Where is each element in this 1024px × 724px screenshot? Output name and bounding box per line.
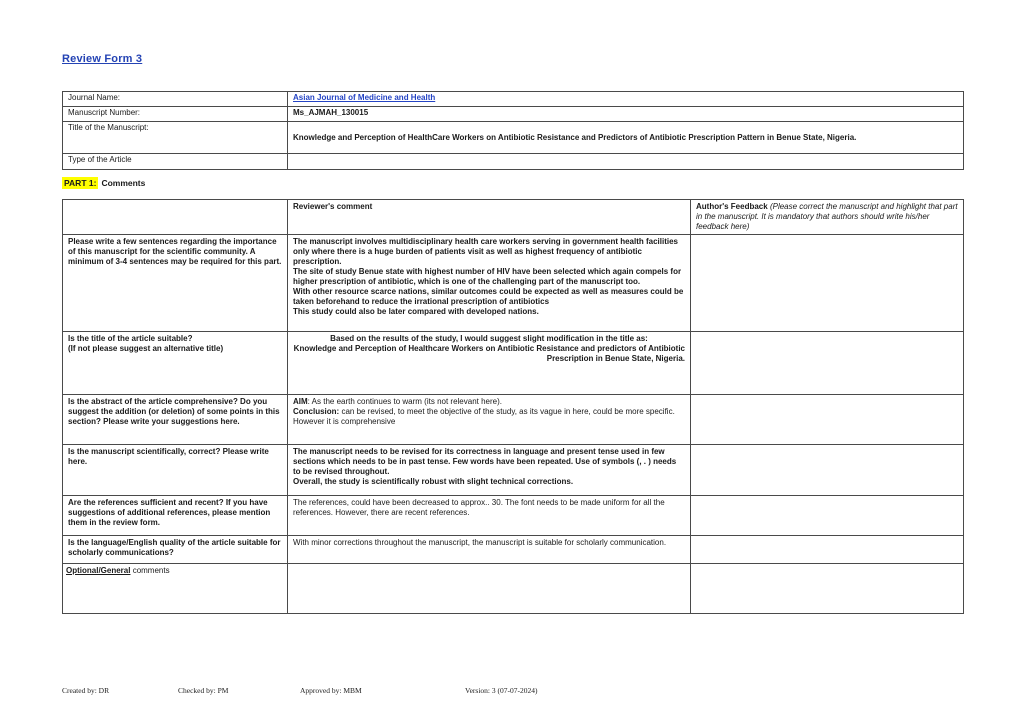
question-cell [63, 564, 288, 614]
reviewer-comment-cell [288, 496, 691, 536]
author-feedback-cell[interactable] [691, 496, 964, 536]
reviewer-comment-cell [288, 536, 691, 564]
reviewer-comment-text: The site of study Benue state with highest number of HIV have been selected which again compels for higher prescription of antibiotic, which is one of the challenging part of the manuscript too. [293, 267, 682, 286]
reviewer-comment-text: This study could also be later compared with developed nations. [293, 307, 539, 316]
article-type-value [288, 154, 964, 170]
question-cell [63, 536, 288, 564]
footer [62, 686, 963, 700]
reviewer-comment-text: Knowledge and Perception of Healthcare Workers on Antibiotic Resistance and predictors of Antibiotic Prescription in Benue State, Nigeria. [293, 344, 685, 363]
author-feedback-header [691, 200, 964, 235]
page-title: Review Form 3 [62, 53, 143, 65]
header-empty-cell [63, 200, 288, 235]
reviewer-comment-text: With other resource scarce nations, similar outcomes could be expected as well as measures could be taken beforehand to reduce the irrational prescription of antibiotics [293, 287, 684, 306]
question-text: Are the references sufficient and recent? If you have suggestions of additional references, please mention them in the review form. [68, 498, 271, 527]
comments-row [63, 332, 964, 395]
question-cell [63, 496, 288, 536]
article-type-label: Type of the Article [63, 154, 288, 170]
info-row-journal [63, 92, 964, 107]
question-cell [63, 395, 288, 445]
reviewer-comment-cell [288, 235, 691, 332]
reviewer-comment-text: Based on the results of the study, I would suggest slight modification in the title as: [330, 334, 648, 343]
manuscript-title-label: Title of the Manuscript: [63, 122, 288, 154]
footer-created-by: Created by: DR [62, 686, 110, 695]
author-feedback-cell[interactable] [691, 564, 964, 614]
author-feedback-cell[interactable] [691, 332, 964, 395]
info-row-article-type [63, 154, 964, 170]
part1-highlight: PART 1: [64, 178, 97, 188]
question-text: Please write a few sentences regarding the importance of this manuscript for the scientific community. A minimum of 3-4 sentences may be required for this part. [68, 237, 282, 266]
reviewer-comment-cell [288, 564, 691, 614]
question-text: Is the manuscript scientifically, correct? Please write here. [68, 447, 269, 466]
reviewer-comment-text: The manuscript involves multidisciplinary health care workers serving in government health facilities only where there is a huge burden of patients visit as well as highest frequency of antibiotic prescription. [293, 237, 679, 266]
question-text: Is the title of the article suitable? [68, 334, 193, 343]
reviewer-comment-text: The manuscript needs to be revised for its correctness in language and present tense used in few sections which needs to be in past tense. Few words have been repeated. Use of symbols (, . ) needs to be revised throughout. [293, 447, 677, 476]
info-row-title [63, 122, 964, 154]
reviewer-comment-text: With minor corrections throughout the manuscript, the manuscript is suitable for scholarly communication. [293, 538, 667, 547]
question-text: Is the abstract of the article comprehensive? Do you suggest the addition (or deletion) of some points in this section? Please write your suggestions here. [68, 397, 280, 426]
comments-row [63, 235, 964, 332]
manuscript-number-label: Manuscript Number: [63, 107, 288, 122]
author-feedback-cell[interactable] [691, 235, 964, 332]
question-cell [63, 235, 288, 332]
comments-header-row [63, 200, 964, 235]
reviewer-comment-text: Overall, the study is scientifically robust with slight technical corrections. [293, 477, 574, 486]
question-cell [63, 332, 288, 395]
reviewer-comment-header: Reviewer's comment [288, 200, 691, 235]
manuscript-info-table [62, 91, 964, 170]
reviewer-comment-text: AIM: As the earth continues to warm (its not relevant here). [293, 397, 502, 406]
comments-table-body [63, 200, 964, 614]
question-text: Optional/General comments [66, 566, 170, 575]
author-feedback-header-note: (Please correct the manuscript and highlight that part in the manuscript. It is mandatory that authors should write his/her feedback here) [696, 202, 958, 231]
footer-checked-by: Checked by: PM [178, 686, 229, 695]
comments-row [63, 445, 964, 496]
reviewer-comment-text: The references, could have been decreased to approx.. 30. The font needs to be made uniform for all the references. However, there are recent references. [293, 498, 665, 517]
comments-row [63, 564, 964, 614]
part1-heading [62, 178, 145, 188]
info-row-manuscript-number [63, 107, 964, 122]
author-feedback-cell[interactable] [691, 395, 964, 445]
author-feedback-cell[interactable] [691, 536, 964, 564]
reviewer-comment-cell [288, 395, 691, 445]
question-text: Is the language/English quality of the article suitable for scholarly communications? [68, 538, 281, 557]
comments-row [63, 496, 964, 536]
manuscript-number-value: Ms_AJMAH_130015 [288, 107, 964, 122]
journal-name-label: Journal Name: [63, 92, 288, 107]
reviewer-comment-cell [288, 332, 691, 395]
reviewer-comment-cell [288, 445, 691, 496]
reviewer-comment-text: Conclusion: can be revised, to meet the objective of the study, as its vague in here, could be more specific. However it is comprehensive [293, 407, 675, 426]
comments-table [62, 199, 964, 614]
question-cell [63, 445, 288, 496]
question-text: (If not please suggest an alternative title) [68, 344, 224, 353]
journal-name-link[interactable]: Asian Journal of Medicine and Health [293, 93, 436, 102]
part1-label: Comments [101, 178, 146, 188]
comments-row [63, 536, 964, 564]
footer-version: Version: 3 (07-07-2024) [465, 686, 538, 695]
manuscript-title-value: Knowledge and Perception of HealthCare Workers on Antibiotic Resistance and Predictors of Antibiotic Prescription Pattern in Benue State, Nigeria. [288, 122, 964, 154]
footer-approved-by: Approved by: MBM [300, 686, 362, 695]
comments-row [63, 395, 964, 445]
author-feedback-header-bold: Author's Feedback [696, 202, 768, 211]
author-feedback-cell[interactable] [691, 445, 964, 496]
